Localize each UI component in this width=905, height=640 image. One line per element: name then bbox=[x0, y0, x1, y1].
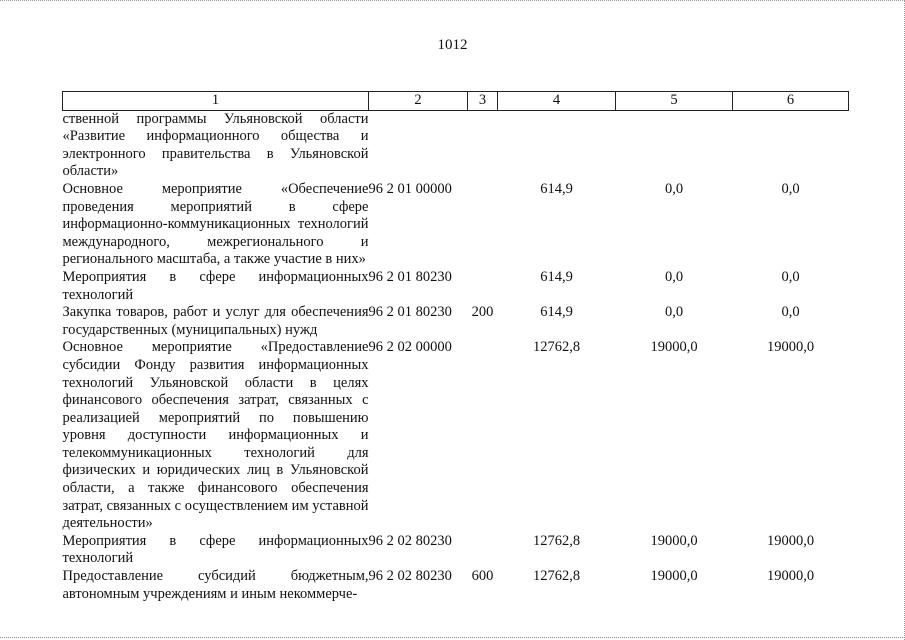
row-name: Мероприятия в сфере информационных технологий bbox=[62, 268, 369, 303]
row-amount-col5: 0,0 bbox=[664, 180, 684, 197]
scan-edge-right bbox=[901, 0, 905, 640]
table-row bbox=[63, 533, 849, 568]
row-expense-type bbox=[468, 181, 498, 269]
row-amount-col4: 614,9 bbox=[540, 180, 573, 197]
table-row bbox=[63, 339, 849, 533]
column-number-row bbox=[63, 92, 849, 111]
table-row bbox=[63, 568, 849, 603]
column-header-2: 2 bbox=[369, 92, 468, 111]
row-amount-col5: 0,0 bbox=[664, 304, 684, 321]
page-number: 1012 bbox=[437, 37, 468, 53]
row-expense-type: 600 bbox=[471, 568, 494, 585]
row-amount-col6 bbox=[733, 110, 849, 181]
row-expense-type bbox=[468, 339, 498, 533]
column-header-3: 3 bbox=[468, 92, 498, 111]
scan-edge-bottom bbox=[0, 634, 905, 638]
table-row bbox=[63, 110, 849, 181]
row-expense-type bbox=[468, 533, 498, 568]
row-amount-col5: 0,0 bbox=[664, 268, 684, 285]
row-code: 96 2 02 80230 bbox=[368, 532, 452, 549]
row-amount-col6: 0,0 bbox=[781, 304, 800, 321]
row-name: Основное мероприятие «Обеспечение проведения мероприятий в сфере информационно-коммуникационных технологий международного, межрегионального и регионального масштаба, а также участие в них» bbox=[62, 180, 369, 268]
row-amount-col6: 19000,0 bbox=[766, 339, 815, 356]
row-amount-col4: 614,9 bbox=[540, 304, 573, 321]
column-header-1: 1 bbox=[63, 92, 369, 111]
row-amount-col6: 0,0 bbox=[781, 268, 800, 285]
row-expense-type: 200 bbox=[471, 304, 494, 321]
row-code bbox=[369, 110, 468, 181]
table-row bbox=[63, 304, 849, 339]
row-amount-col6: 19000,0 bbox=[766, 568, 815, 585]
row-code: 96 2 02 80230 bbox=[368, 568, 452, 585]
row-amount-col4: 614,9 bbox=[540, 268, 573, 285]
column-header-5: 5 bbox=[616, 92, 733, 111]
row-amount-col5 bbox=[616, 110, 733, 181]
row-name: Основное мероприятие «Предоставление субсидии Фонду развития информационных технологий Ульяновской области в целях финансового обеспечения затрат, связанных с реализацией мероприятий по повышению уровня доступности информационных и телекоммуникационных технологий для физических и юридических лиц в Ульяновской области, а также финансового обеспечения затрат, связанных с осуществлением им уставной деятельности» bbox=[62, 339, 369, 532]
row-name: Мероприятия в сфере информационных технологий bbox=[62, 532, 369, 567]
row-amount-col5: 19000,0 bbox=[650, 568, 698, 585]
table-row bbox=[63, 181, 849, 269]
row-amount-col5: 19000,0 bbox=[650, 532, 698, 549]
row-code: 96 2 01 80230 bbox=[368, 304, 452, 321]
row-amount-col4 bbox=[498, 110, 616, 181]
budget-table bbox=[62, 91, 849, 603]
row-code: 96 2 02 00000 bbox=[368, 339, 452, 356]
row-amount-col4: 12762,8 bbox=[532, 339, 581, 356]
row-amount-col6: 0,0 bbox=[781, 180, 800, 197]
row-expense-type bbox=[468, 110, 498, 181]
scan-edge-top bbox=[0, 0, 905, 5]
row-name: Предоставление субсидий бюджетным, автономным учреждениям и иным некоммерче- bbox=[62, 568, 369, 602]
row-code: 96 2 01 00000 bbox=[368, 180, 452, 197]
column-header-6: 6 bbox=[733, 92, 849, 111]
column-header-4: 4 bbox=[498, 92, 616, 111]
row-name: ственной программы Ульяновской области «Развитие информационного общества и электронного правительства в Ульяновской области» bbox=[62, 110, 369, 180]
row-amount-col4: 12762,8 bbox=[532, 532, 581, 549]
row-expense-type bbox=[468, 269, 498, 304]
row-amount-col5: 19000,0 bbox=[650, 339, 698, 356]
row-amount-col4: 12762,8 bbox=[532, 568, 581, 585]
row-amount-col6: 19000,0 bbox=[766, 532, 815, 549]
row-code: 96 2 01 80230 bbox=[368, 268, 452, 285]
table-row bbox=[63, 269, 849, 304]
row-name: Закупка товаров, работ и услуг для обеспечения государственных (муниципальных) нужд bbox=[62, 304, 369, 338]
